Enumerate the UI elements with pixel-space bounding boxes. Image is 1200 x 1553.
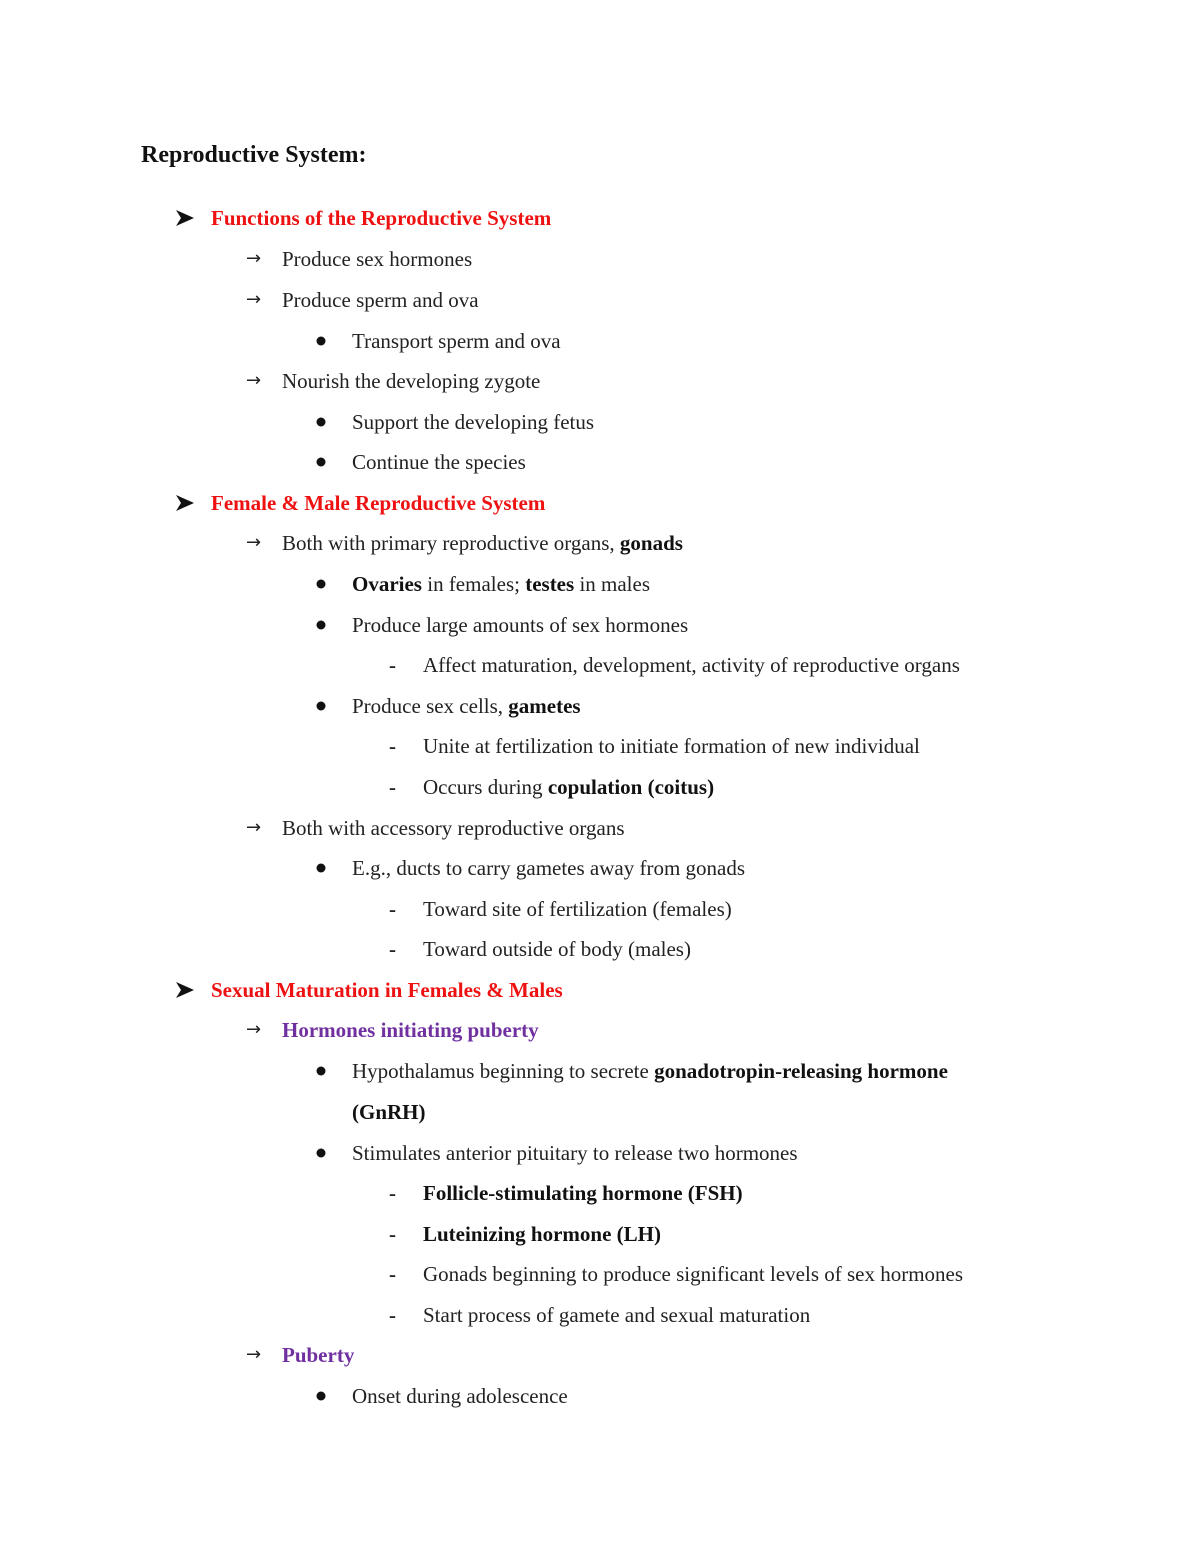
dash-marker: - xyxy=(389,1262,396,1286)
bullet-icon xyxy=(316,1136,326,1170)
dash-marker: - xyxy=(389,1222,396,1246)
bullet-icon xyxy=(316,608,326,642)
dash-marker: - xyxy=(389,1303,396,1327)
bullet-icon xyxy=(316,1054,326,1088)
arrow-icon: → xyxy=(246,817,262,838)
bullet-icon xyxy=(316,324,326,358)
chevron-arrowhead-icon xyxy=(175,486,195,520)
bullet-icon xyxy=(316,851,326,885)
arrow-icon: → xyxy=(246,370,262,391)
chevron-arrowhead-icon xyxy=(175,201,195,235)
arrow-icon: → xyxy=(246,1019,262,1040)
chevron-arrowhead-icon xyxy=(175,973,195,1007)
bullet-icon xyxy=(316,405,326,439)
dash-marker: - xyxy=(389,775,396,799)
dash-marker: - xyxy=(389,653,396,677)
dash-marker: - xyxy=(389,1181,396,1205)
bullet-icon xyxy=(316,1379,326,1413)
document-page: Reproductive System: Functions of the Reproductive System → Produce sex hormones → Produce sperm and ova Transport sperm and ova → Nourish the developing zygote Support the developing fetus Continue the species Female & Male Reproductive System → Both with primary reproductive organs, gonads Ovaries in females; testes in males Produce large amounts of sex hormones - Affect maturation, development, activity of reproductive organs Produce sex cells, gametes - Unite at fertilization to initiate formation of new individual - Occurs during copulation (coitus) → Both with accessory reproductive organs E.g., ducts to carry gametes away from gonads - Toward site of fertilization (females) - Toward outside of body (males) Sexual Maturation in Females & Males → Hormones initiating puberty Hypothalamus beginning to secrete gonadotropin-releasing hormone (GnRH) Stimulates anterior pituitary to release two hormones - Follicle-stimulating hormone (FSH) - Luteinizing hormone (LH) - Gonads beginning to produce significant levels of sex hormones - Start process of gamete and sexual maturation → Puberty Onset during adolescence xyxy=(0,0,1200,1553)
dash-marker: - xyxy=(389,937,396,961)
bullet-icon xyxy=(316,567,326,601)
bullet-icon xyxy=(316,689,326,723)
arrow-icon: → xyxy=(246,248,262,269)
arrow-icon: → xyxy=(246,532,262,553)
arrow-icon: → xyxy=(246,289,262,310)
arrow-icon: → xyxy=(246,1344,262,1365)
dash-marker: - xyxy=(389,734,396,758)
dash-marker: - xyxy=(389,897,396,921)
bullet-icon xyxy=(316,445,326,479)
page-title: Reproductive System: xyxy=(141,142,367,168)
